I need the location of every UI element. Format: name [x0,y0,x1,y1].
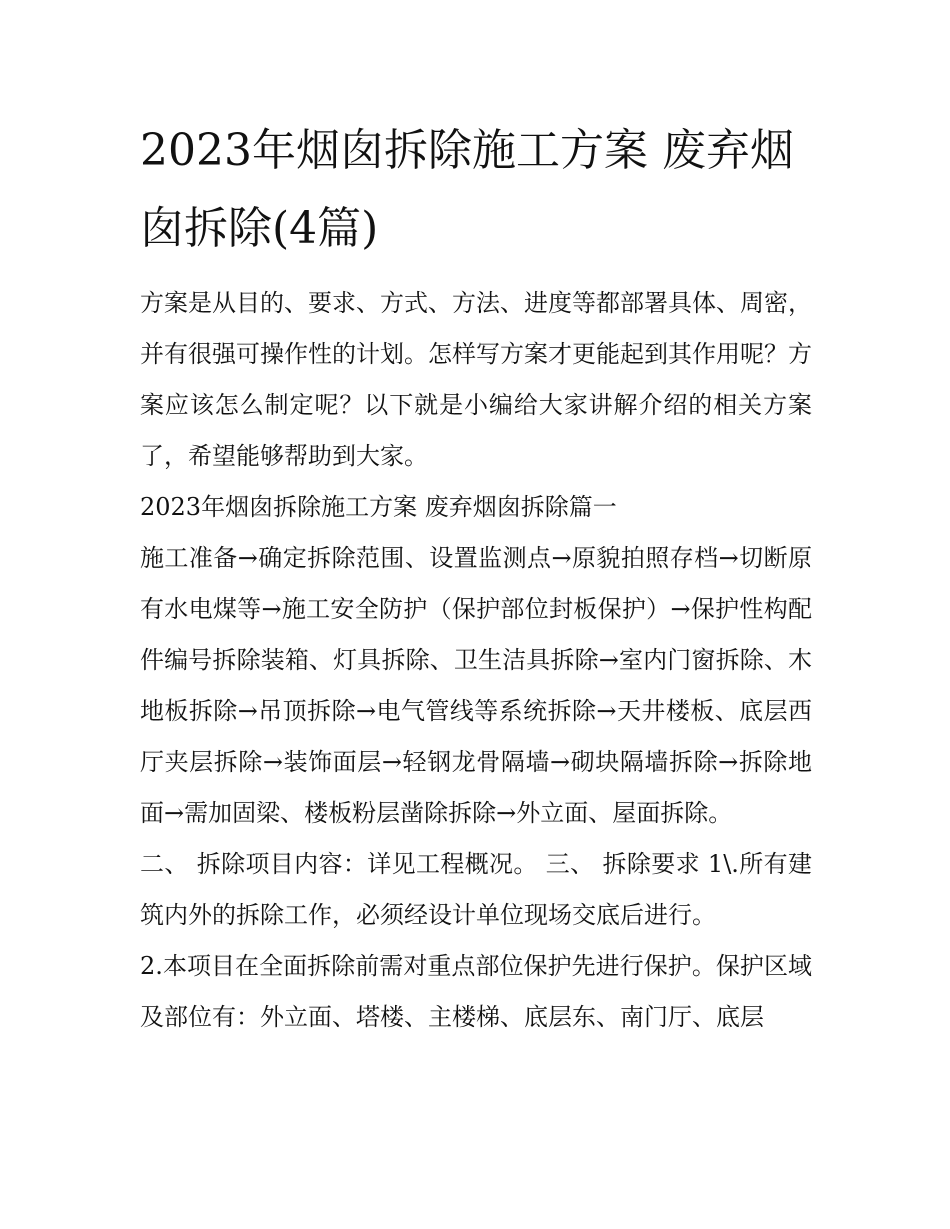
document-body [140,278,812,1043]
paragraph-process-flow: 施工准备→确定拆除范围、设置监测点→原貌拍照存档→切断原有水电煤等→施工安全防护（保护部位封板保护）→保护性构配件编号拆除装箱、灯具拆除、卫生洁具拆除→室内门窗拆除、木地板拆除→吊顶拆除→电气管线等系统拆除→天井楼板、底层西厅夹层拆除→装饰面层→轻钢龙骨隔墙→砌块隔墙拆除→拆除地面→需加固梁、楼板粉层凿除拆除→外立面、屋面拆除。 [140,544,812,827]
paragraph-intro: 方案是从目的、要求、方式、方法、进度等都部署具体、周密，并有很强可操作性的计划。怎样写方案才更能起到其作用呢？方案应该怎么制定呢？以下就是小编给大家讲解介绍的相关方案了，希望能够帮助到大家。 [140,289,812,470]
paragraph-protection: 2.本项目在全面拆除前需对重点部位保护先进行保护。保护区域及部位有：外立面、塔楼、主楼梯、底层东、南门厅、底层 [140,952,812,1031]
section-heading-1: 2023年烟囱拆除施工方案 废弃烟囱拆除篇一 [140,493,617,521]
paragraph-demolition-content: 二、 拆除项目内容：详见工程概况。 三、 拆除要求 1\.所有建筑内外的拆除工作，必须经设计单位现场交底后进行。 [140,850,812,929]
document-title: 2023年烟囱拆除施工方案 废弃烟囱拆除(4篇) [140,125,794,254]
